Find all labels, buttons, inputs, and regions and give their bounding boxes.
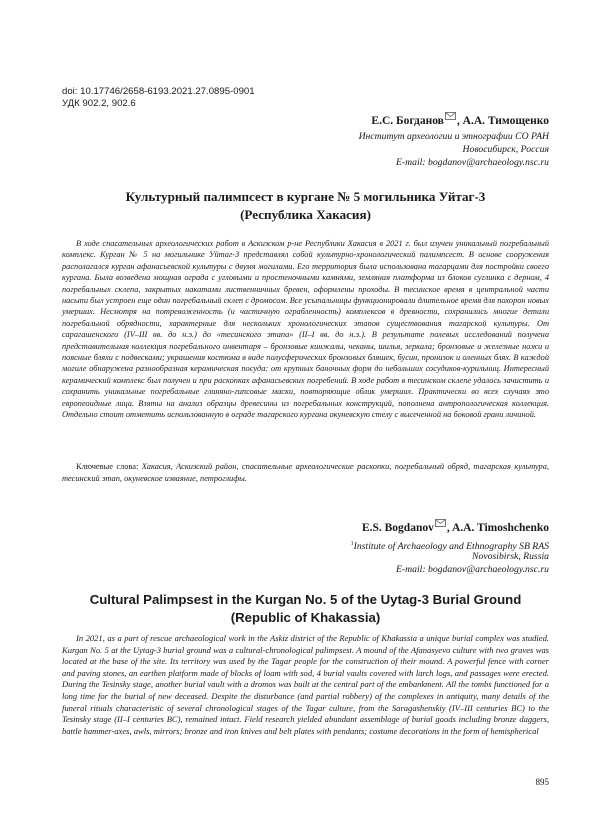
abstract-en: [62, 633, 549, 737]
keywords-ru: [62, 461, 549, 484]
affiliation-en-text: Institute of Archaeology and Ethnography SB RAS: [353, 541, 549, 552]
author-en-2: A.A. Timoshchenko: [451, 522, 549, 534]
envelope-icon: [445, 112, 456, 120]
city-en: Novosibirsk, Russia: [472, 551, 549, 562]
keywords-label: Ключевые слова:: [76, 462, 139, 471]
affiliation-superscript: 1: [350, 541, 354, 547]
author-en-1: E.S. Bogdanov: [361, 522, 434, 534]
title-ru: [62, 188, 549, 224]
title-ru-line2: (Республика Хакасия): [240, 207, 371, 222]
title-en-line1: Cultural Palimpsest in the Kurgan No. 5 of the Uytag-3 Burial Ground: [89, 592, 522, 607]
doi: doi: 10.17746/2658-6193.2021.27.0895-0901: [62, 86, 255, 97]
affiliation-ru: Институт археологии и этнографии СО РАН: [358, 131, 549, 142]
envelope-icon: [435, 519, 446, 527]
authors-ru: [371, 112, 549, 127]
title-en: [62, 591, 549, 627]
author-ru-1: Е.С. Богданов: [371, 115, 444, 127]
title-en-line2: (Republic of Khakassia): [230, 610, 381, 625]
city-ru: Новосибирск, Россия: [462, 144, 549, 155]
author-separator: ,: [456, 115, 463, 127]
title-ru-line1: Культурный палимпсест в кургане № 5 могильника Уйтаг-3: [125, 189, 486, 204]
authors-en: [362, 519, 549, 534]
email-ru: E-mail: bogdanov@archaeology.nsc.ru: [395, 157, 549, 168]
author-separator: ,: [446, 522, 452, 534]
email-en: E-mail: bogdanov@archaeology.nsc.ru: [395, 564, 549, 575]
abstract-en-text: In 2021, as a part of rescue archaeological work in the Askiz district of the Republic of Khakassia a unique burial complex was studied. Kurgan No. 5 at the Uytag-3 burial ground was a cultural-chronological palimpsest. A mound of the Afanasyevo culture with two graves was located at the base of the site. Its territory was used by the Tagar people for the construction of their mound. A powerful fence with corner and paving stones, an earthen platform made of blocks of loam with sod, 4 burial vaults covered with larch logs, and passages were erected. During the Tesinsky stage, another burial vault with a dromos was built at the central part of the embankment. All the tombs functioned for a long time for the burial of new deceased. Despite the disturbance (and partial robbery) of the complexes in antiquity, many details of the funeral rituals characteristic of several chronological stages of the Tagar culture, from the Saragashenskiy (IV–III centuries BC) to the Tesinsky stage (II–I centuries BC), remained intact. Field research yielded abundant assemblage of burial goods including bronze daggers, battle hammer-axes, awls, mirrors; bronze and iron knives and belt plates with pendants; costume decorations in the form of hemispherical: [62, 633, 549, 736]
author-ru-2: А.А. Тимощенко: [462, 115, 549, 127]
abstract-ru-text: В ходе спасательных археологических работ в Аскизском р-не Республики Хакасия в 2021 г. был изучен уникальный погребальный комплекс. Курган № 5 на могильнике Уйтаг-3 представлял собой культурно-хронологический палимпсест. В основе сооружения располагался курган афанасьевской культуры с двумя могилами. Его территория была использована тагарцами для постройки своего кургана. Была возведена мощная ограда с угловыми и простеночными камнями, земляная платформа из блоков суглинка с дерном, 4 погребальных склепа, закрытых накатами лиственничных бревен, оформлены проходы. В тесинское время в центральной части насыпи был устроен еще один погребальный склеп с дромосом. Все усыпальницы функционировали длительное время для похорон новых умерших. Несмотря на потревоженность (и частичную ограбленность) комплексов в древности, сохранились многие детали погребальной обрядности, характерные для нескольких хронологических этапов существования тагарской культуры. От сарагашенского (IV–III вв. до н.э.) до «тесинского этапа» (II–I вв. до н.э.). В результате полевых исследований получена представительная коллекция погребального инвентаря – бронзовые кинжалы, чеканы, шилья, зеркала; бронзовые и железные ножи и поясные бляхи с подвесками; украшения костюма в виде полусферических бронзовых бляшек, бусин, пронизок и оленных блях. В каждой могиле обнаружена разнообразная керамическая посуда: от крупных баночных форм до небольших сосудиков-курильниц. Интересный керамический комплекс был получен и при раскопках афанасьевских погребений. В ходе работ в тесинском склепе удалось зачистить и сохранить уникальные погребальные глиняно-гипсовые маски, повторяющие облик умерших. Практически во всех случаях это европеоидные лица. Взяты на анализ образцы древесины из погребальных конструкций, пополнена антропологическая коллекция. Отдельно стоит отметить использованную в ограде тагарского кургана окуневскую стелу с высеченной на боковой грани личиной.: [62, 239, 549, 420]
keywords-text: Хакасия, Аскизский район, спасательные археологические раскопки, погребальный обряд, тагарская культура, тесинский этап, окуневское изваяние, петроглифы.: [62, 462, 549, 483]
abstract-ru: [62, 238, 549, 421]
page-number: 895: [535, 777, 549, 787]
udc: УДК 902.2, 902.6: [62, 98, 136, 109]
